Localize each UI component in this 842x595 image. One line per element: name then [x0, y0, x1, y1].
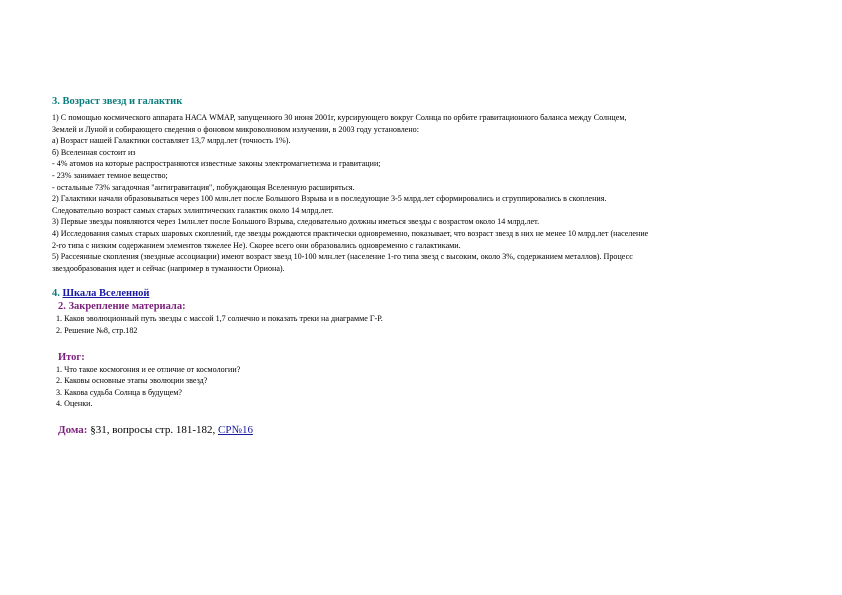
list-item: 1. Что такое космогония и ее отличие от космологии? — [56, 364, 241, 374]
text-line: Землей и Луной и собирающего сведения о фоновом микроволновом излучении, в 2003 году установлено: — [52, 124, 419, 134]
universe-scale-link[interactable]: Шкала Вселенной — [62, 288, 150, 300]
text-line: 1) С помощью космического аппарата НАСА WMAP, запущенного 30 июня 2001г, курсирующего вокруг Солнца по орбите гравитационного баланса между Солнцем, — [52, 113, 627, 122]
homework-line — [58, 424, 792, 436]
consolidation-list — [56, 313, 792, 336]
homework-text: §31, вопросы стр. 181-182, — [87, 423, 218, 436]
summary-list — [56, 364, 792, 410]
text-line: Следовательно возраст самых старых эллиптических галактик около 14 млрд.лет. — [52, 205, 334, 215]
text-line: 2) Галактики начали образовываться через 100 млн.лет после Большого Взрыва и в последующие 3-5 млрд.лет сформировались и сгруппировались в скопления. — [52, 194, 607, 204]
text-line: - 23% занимает темное вещество; — [52, 170, 168, 180]
text-line: 5) Рассеянные скопления (звездные ассоциации) имеют возраст звезд 10-100 млн.лет (население 1-го типа звезд с высоким, около 3%, содержанием металлов). Процесс — [52, 252, 633, 262]
list-item: 4. Оценки. — [56, 399, 93, 409]
summary-title: Итог: — [58, 351, 85, 363]
list-item: 2. Решение №8, стр.182 — [56, 325, 138, 335]
homework-link[interactable]: СР№16 — [218, 423, 253, 436]
homework-label: Дома: — [58, 423, 88, 436]
list-item: 1. Каков эволюционный путь звезды с массой 1,7 солнечно и показать треки на диаграмме Г-Р. — [56, 314, 383, 324]
list-item: 3. Какова судьба Солнца в будущем? — [56, 387, 182, 397]
document-page — [52, 96, 792, 436]
section-number: 4. — [52, 288, 60, 300]
text-line: - 4% атомов на которые распространяются известные законы электромагнетизма и гравитации; — [52, 159, 381, 169]
text-line: 3) Первые звезды появляются через 1млн.лет после Большого Взрыва, следовательно должны иметься звезды с возрастом около 14 млрд.лет. — [52, 217, 540, 227]
consolidation-title: 2. Закрепление материала: — [58, 301, 186, 313]
text-line: звездообразования идет и сейчас (например в туманности Ориона). — [52, 263, 285, 273]
text-line: 2-го типа с низким содержанием элементов тяжелее He). Скорее всего они образовались одновременно с галактиками. — [52, 240, 461, 250]
section-title-age-of-stars: 3. Возраст звезд и галактик — [52, 96, 183, 107]
text-line: - остальные 73% загадочная "антигравитация", побуждающая Вселенную расширяться. — [52, 182, 355, 192]
text-line: б) Вселенная состоит из — [52, 147, 136, 157]
text-line: 4) Исследования самых старых шаровых скоплений, где звезды рождаются практически одновременно, показывает, что возраст звезд в них не менее 10 млрд.лет (население — [52, 228, 649, 238]
section-universe-scale — [52, 288, 792, 299]
text-line: а) Возраст нашей Галактики составляет 13,7 млрд.лет (точность 1%). — [52, 136, 291, 146]
list-item: 2. Каковы основные этапы эволюции звезд? — [56, 376, 208, 386]
section-body-age-of-stars — [52, 112, 792, 274]
